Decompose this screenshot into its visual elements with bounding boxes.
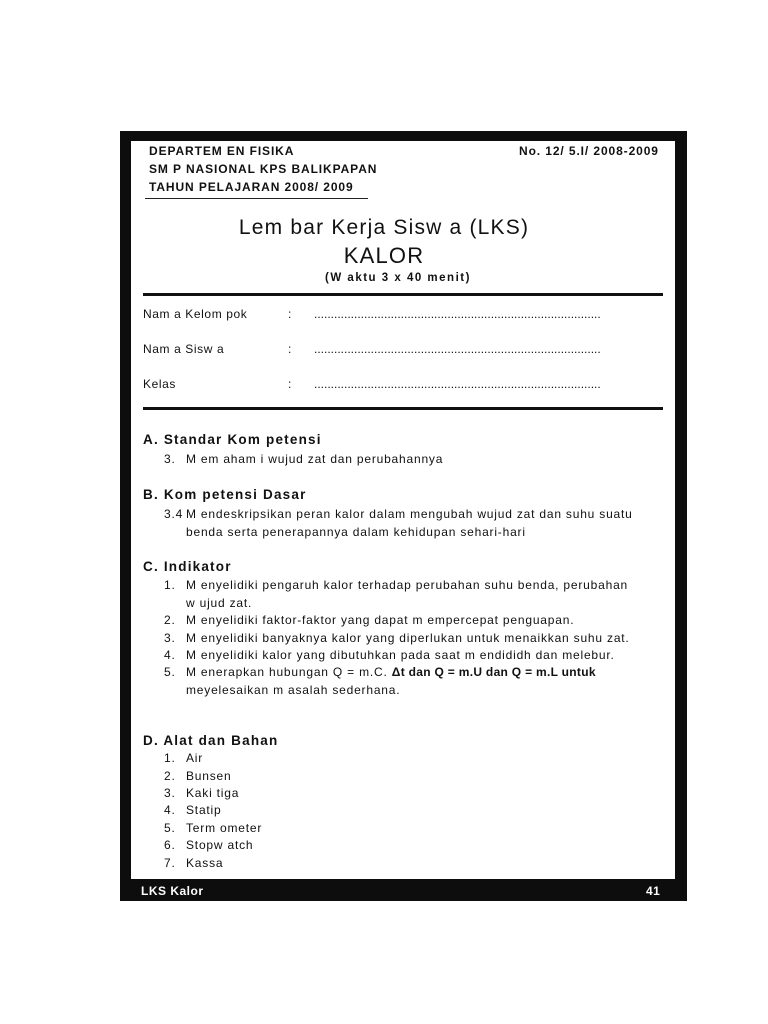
- field-colon: :: [288, 307, 292, 321]
- class-input-line[interactable]: ......................................................................................: [314, 377, 601, 391]
- section-b-heading: B. Kom petensi Dasar: [143, 487, 307, 502]
- footer-label: LKS Kalor: [141, 884, 204, 898]
- list-item-number: 6.: [164, 838, 176, 852]
- list-item-number: 3.4: [164, 507, 184, 521]
- field-label-class: Kelas: [143, 377, 177, 391]
- material-item: Kassa: [186, 856, 224, 870]
- indicator-text: M enyelidiki kalor yang dibutuhkan pada saat m endididh dan melebur.: [186, 648, 615, 662]
- field-label-student-name: Nam a Sisw a: [143, 342, 225, 356]
- list-item-number: 4.: [164, 648, 176, 662]
- section-a-heading: A. Standar Kom petensi: [143, 432, 322, 447]
- list-item-number: 1.: [164, 578, 176, 592]
- indicator-text: M enyelidiki pengaruh kalor terhadap perubahan suhu benda, perubahan: [186, 578, 629, 592]
- list-item-number: 3.: [164, 452, 176, 466]
- section-d-heading: D. Alat dan Bahan: [143, 733, 279, 748]
- time-allocation: (W aktu 3 x 40 menit): [325, 272, 471, 284]
- list-item-number: 4.: [164, 803, 176, 817]
- list-item-number: 2.: [164, 613, 176, 627]
- topic-title: KALOR: [343, 243, 425, 268]
- department-name: DEPARTEM EN FISIKA: [149, 144, 295, 158]
- material-item: Air: [186, 751, 204, 765]
- top-divider: [143, 293, 663, 296]
- academic-year: TAHUN PELAJARAN 2008/ 2009: [149, 180, 354, 194]
- list-item-number: 3.: [164, 786, 176, 800]
- school-name: SM P NASIONAL KPS BALIKPAPAN: [149, 162, 378, 176]
- basic-competency-text: M endeskripsikan peran kalor dalam mengubah wujud zat dan suhu suatu: [186, 507, 633, 521]
- document-number: No. 12/ 5.I/ 2008-2009: [519, 144, 659, 158]
- field-colon: :: [288, 342, 292, 356]
- list-item-number: 5.: [164, 821, 176, 835]
- worksheet-title: Lem bar Kerja Sisw a (LKS): [238, 216, 530, 239]
- list-item-number: 7.: [164, 856, 176, 870]
- material-item: Term ometer: [186, 821, 263, 835]
- indicator-text: M enyelidiki faktor-faktor yang dapat m empercepat penguapan.: [186, 613, 575, 627]
- indicator-text-cont: w ujud zat.: [186, 596, 253, 610]
- list-item-number: 1.: [164, 751, 176, 765]
- material-item: Statip: [186, 803, 222, 817]
- list-item-number: 5.: [164, 665, 176, 679]
- indicator-text: [186, 665, 596, 679]
- basic-competency-text-cont: benda serta penerapannya dalam kehidupan sehari-hari: [186, 525, 526, 539]
- material-item: Kaki tiga: [186, 786, 240, 800]
- indicator-text: M enyelidiki banyaknya kalor yang diperlukan untuk menaikkan suhu zat.: [186, 631, 630, 645]
- header-underline: [145, 198, 368, 199]
- student-name-input-line[interactable]: ......................................................................................: [314, 342, 601, 356]
- competency-standard-text: M em aham i wujud zat dan perubahannya: [186, 452, 444, 466]
- material-item: Bunsen: [186, 769, 232, 783]
- material-item: Stopw atch: [186, 838, 254, 852]
- indicator-text-cont: meyelesaikan m asalah sederhana.: [186, 683, 401, 697]
- heat-formula: Δt dan Q = m.U dan Q = m.L untuk: [391, 665, 596, 679]
- group-name-input-line[interactable]: ......................................................................................: [314, 307, 601, 321]
- list-item-number: 2.: [164, 769, 176, 783]
- list-item-number: 3.: [164, 631, 176, 645]
- bottom-divider: [143, 407, 663, 410]
- field-colon: :: [288, 377, 292, 391]
- field-label-group-name: Nam a Kelom pok: [143, 307, 248, 321]
- indicator-text-lead: M enerapkan hubungan Q = m.C.: [186, 665, 388, 679]
- page-number: 41: [646, 884, 661, 898]
- section-c-heading: C. Indikator: [143, 559, 232, 574]
